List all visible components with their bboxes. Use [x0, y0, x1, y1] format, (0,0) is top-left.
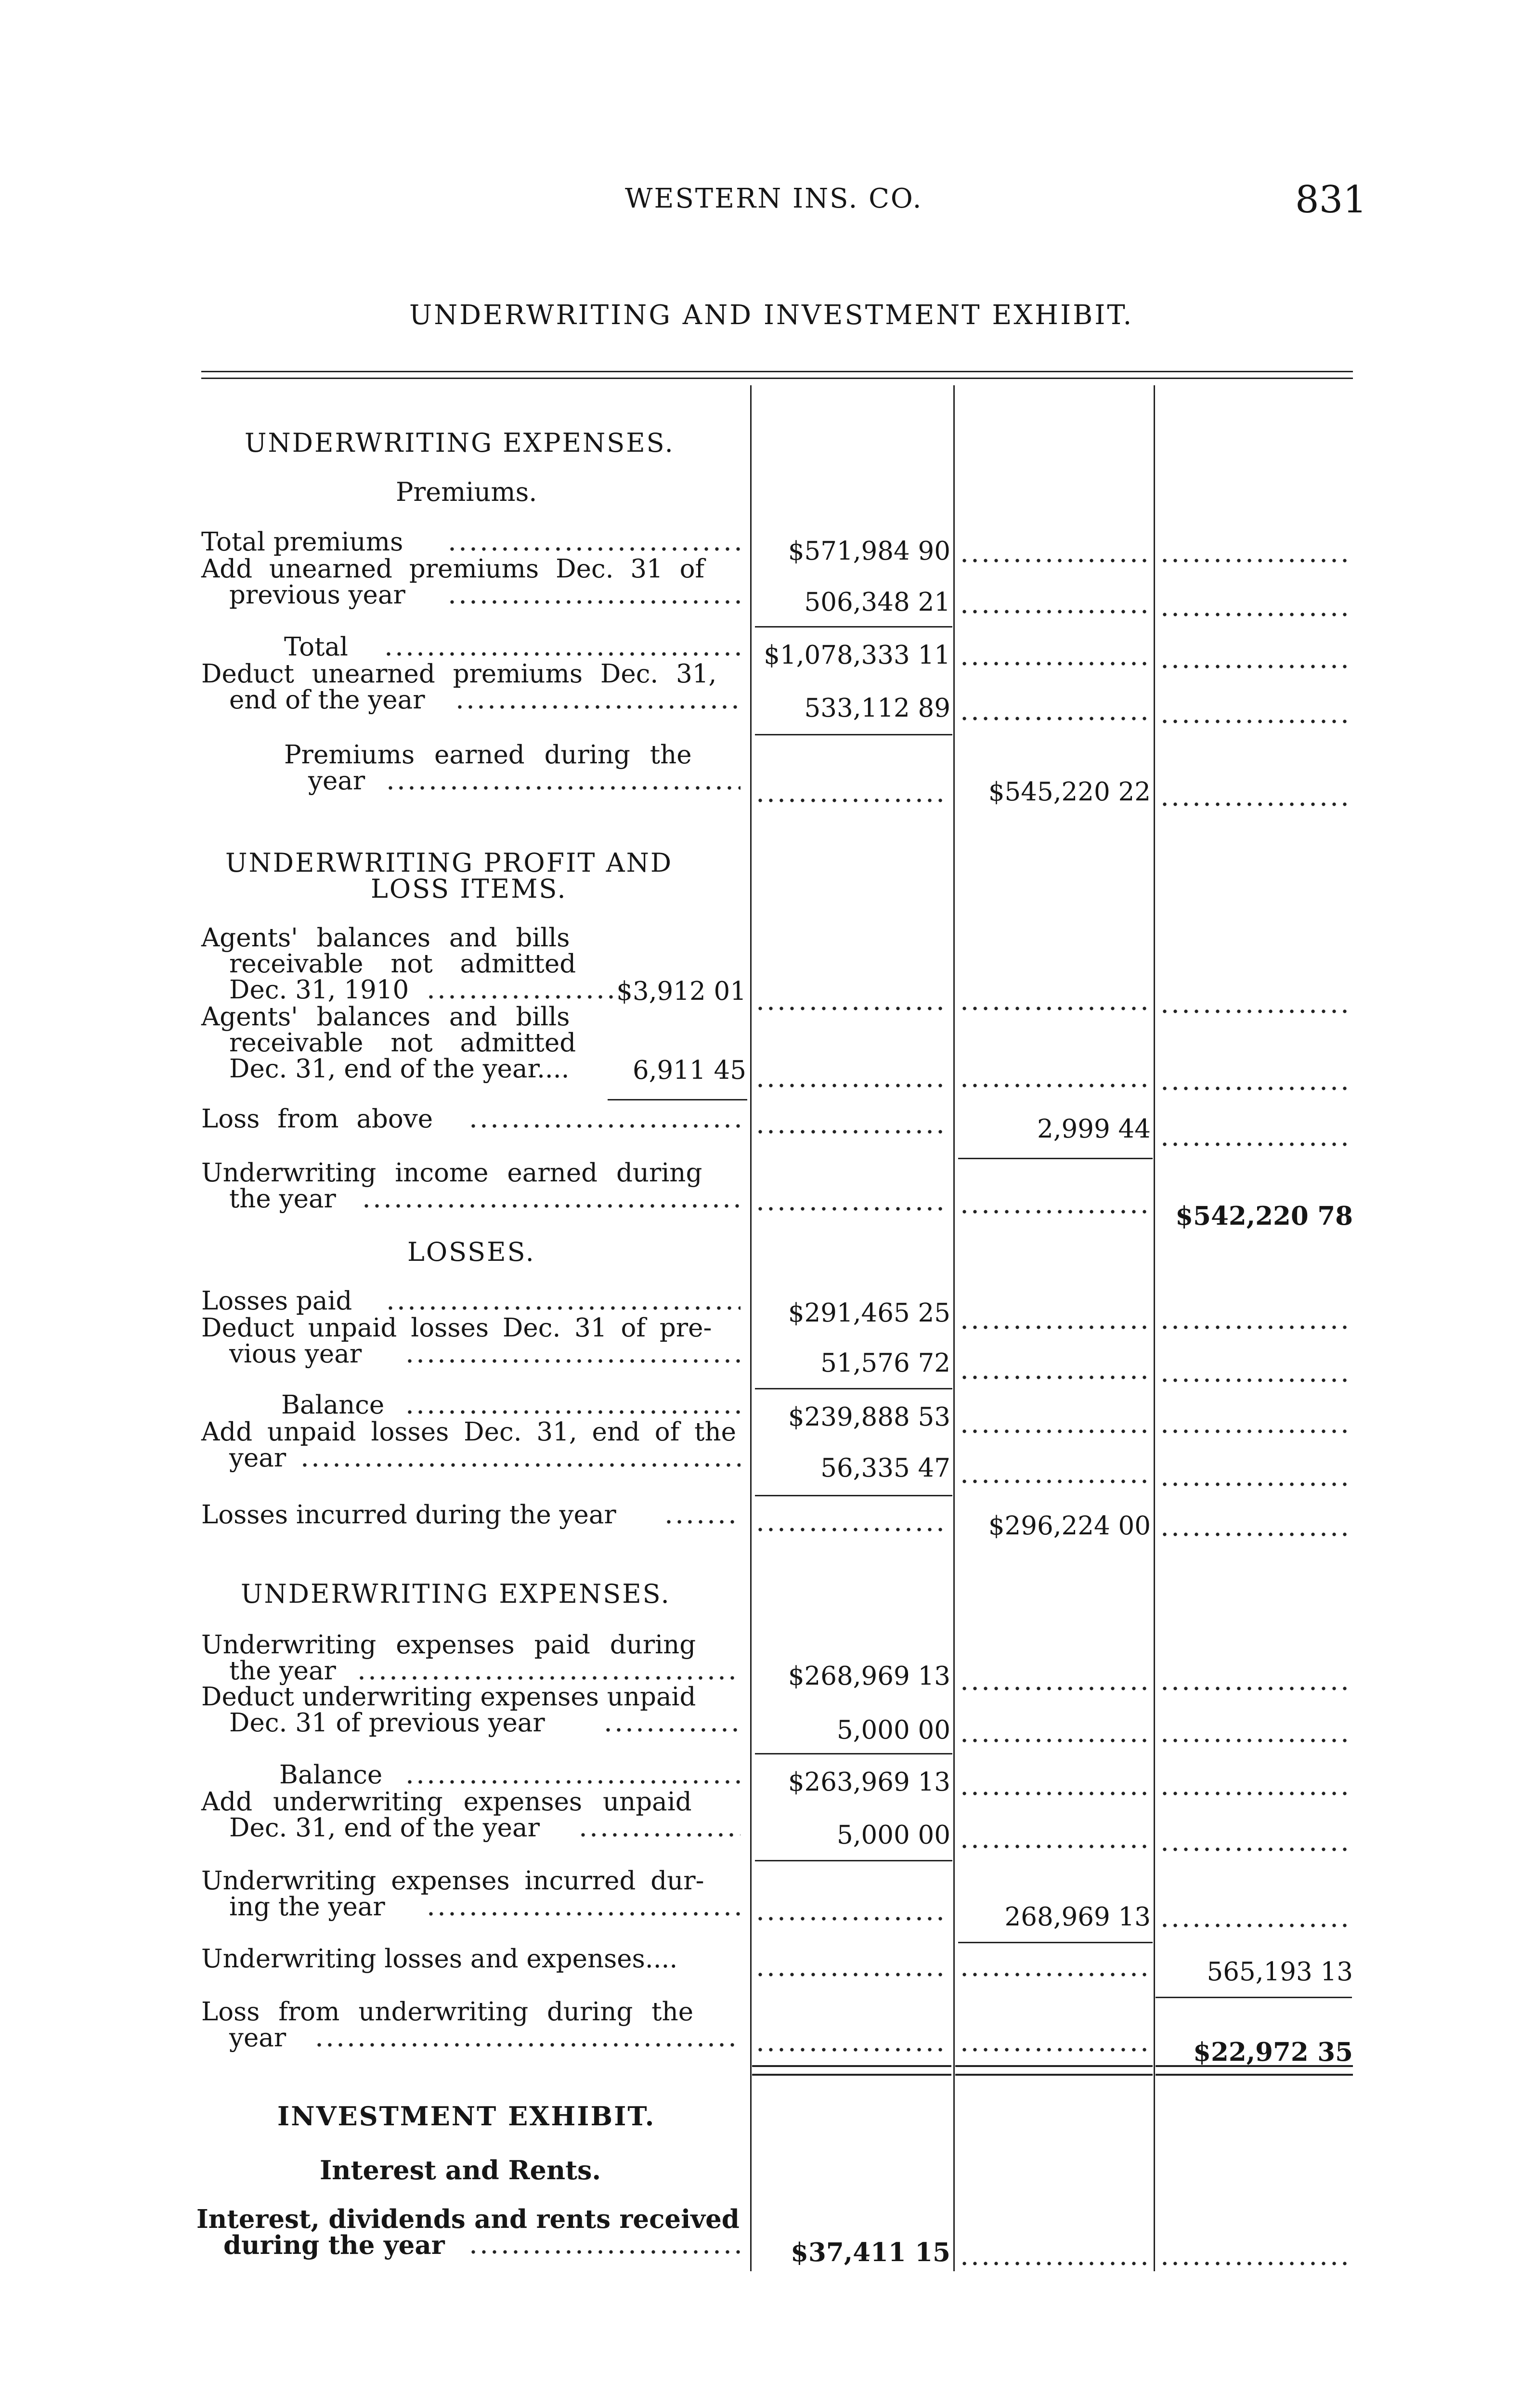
- row-label: Deduct underwriting expenses unpaid: [201, 1682, 696, 1712]
- leader-dots: [361, 1204, 741, 1208]
- leader-dots: [468, 2250, 741, 2254]
- row-label: Loss from above: [201, 1104, 433, 1134]
- row-label: Underwriting expenses incurred dur-: [201, 1866, 704, 1896]
- leader-dots: [1159, 665, 1353, 668]
- row-label: Losses incurred during the year: [201, 1500, 616, 1530]
- row-label: year: [308, 766, 365, 796]
- row-label: year: [229, 1443, 286, 1473]
- leader-dots: [959, 1210, 1148, 1214]
- row-label: previous year: [229, 580, 405, 610]
- section-heading: LOSS ITEMS.: [371, 874, 567, 904]
- leader-dots: [755, 1917, 948, 1921]
- row-label: Agents' balances and bills: [201, 1002, 570, 1032]
- leader-dots: [404, 1359, 741, 1363]
- row-label: year: [229, 2023, 286, 2053]
- leader-dots: [959, 1687, 1148, 1690]
- subheading-interest: Interest and Rents.: [320, 2155, 601, 2186]
- leader-dots: [455, 705, 741, 709]
- amount: $545,220 22: [988, 777, 1151, 807]
- leader-dots: [959, 1007, 1148, 1010]
- section-heading: UNDERWRITING EXPENSES.: [241, 1579, 671, 1609]
- leader-dots: [663, 1520, 741, 1524]
- leader-dots: [1159, 1325, 1353, 1329]
- row-label: vious year: [229, 1339, 362, 1369]
- section-heading: INVESTMENT EXHIBIT.: [277, 2101, 656, 2132]
- column-divider-1: [750, 385, 752, 2271]
- amount: $268,969 13: [788, 1662, 950, 1691]
- page-number: 831: [1295, 178, 1367, 222]
- amount: 56,335 47: [820, 1453, 950, 1483]
- row-label: Underwriting expenses paid during: [201, 1630, 696, 1660]
- row-label: the year: [229, 1656, 336, 1686]
- sum-rule: [755, 1860, 952, 1861]
- row-label: Premiums earned during the: [284, 740, 692, 770]
- amount: $3,912 01: [616, 977, 746, 1006]
- amount: $239,888 53: [788, 1402, 950, 1432]
- leader-dots: [1159, 1142, 1353, 1146]
- row-label: Balance: [281, 1390, 385, 1420]
- leader-dots: [356, 1676, 741, 1680]
- amount-total: $22,972 35: [1193, 2037, 1353, 2067]
- row-label: Dec. 31, end of the year: [229, 1813, 540, 1843]
- amount: 268,969 13: [1004, 1902, 1151, 1932]
- leader-dots: [1159, 1429, 1353, 1433]
- leader-dots: [426, 995, 614, 999]
- row-label: during the year: [223, 2230, 445, 2260]
- row-label: Dec. 31, end of the year....: [229, 1054, 570, 1084]
- amount: 6,911 45: [632, 1056, 746, 1085]
- amount: $291,465 25: [788, 1298, 950, 1328]
- section-heading: UNDERWRITING PROFIT AND: [225, 848, 673, 878]
- leader-dots: [299, 1463, 741, 1467]
- leader-dots: [959, 1325, 1148, 1329]
- row-label: receivable not admitted: [229, 949, 576, 979]
- amount: 565,193 13: [1207, 1957, 1353, 1987]
- double-rule: [1156, 2065, 1353, 2076]
- sum-rule: [755, 734, 952, 735]
- leader-dots: [1159, 1009, 1353, 1013]
- row-label: Deduct unpaid losses Dec. 31 of pre-: [201, 1313, 712, 1343]
- row-label: end of the year: [229, 685, 425, 715]
- top-rule-double: [201, 378, 1353, 379]
- leader-dots: [959, 2262, 1148, 2265]
- leader-dots: [1159, 1378, 1353, 1382]
- leader-dots: [755, 1007, 948, 1010]
- row-label: ing the year: [229, 1892, 385, 1922]
- leader-dots: [1159, 1482, 1353, 1486]
- leader-dots: [404, 1410, 741, 1414]
- column-divider-2: [953, 385, 955, 2271]
- sum-rule: [958, 1158, 1153, 1159]
- leader-dots: [1159, 1086, 1353, 1090]
- leader-dots: [755, 1084, 948, 1087]
- leader-dots: [959, 1792, 1148, 1795]
- double-rule: [752, 2065, 951, 2076]
- leader-dots: [755, 1207, 948, 1211]
- amount: 5,000 00: [836, 1715, 950, 1745]
- amount: 51,576 72: [820, 1348, 950, 1378]
- row-label: Dec. 31 of previous year: [229, 1708, 545, 1738]
- leader-dots: [404, 1780, 741, 1784]
- amount: 2,999 44: [1037, 1114, 1151, 1144]
- sum-rule: [755, 626, 952, 628]
- leader-dots: [959, 559, 1148, 563]
- leader-dots: [755, 1528, 948, 1531]
- amount: 533,112 89: [804, 694, 950, 723]
- amount: $263,969 13: [788, 1767, 950, 1797]
- amount: $571,984 90: [788, 537, 950, 566]
- leader-dots: [1159, 2262, 1353, 2265]
- leader-dots: [468, 1124, 741, 1128]
- amount: 5,000 00: [836, 1820, 950, 1850]
- row-label: Balance: [279, 1760, 383, 1790]
- leader-dots: [959, 1084, 1148, 1087]
- leader-dots: [447, 547, 741, 551]
- row-label: Total premiums: [201, 527, 403, 557]
- leader-dots: [603, 1728, 741, 1732]
- leader-dots: [426, 1912, 741, 1916]
- sum-rule: [608, 1099, 747, 1100]
- leader-dots: [1159, 1847, 1353, 1851]
- leader-dots: [959, 662, 1148, 666]
- leader-dots: [959, 2048, 1148, 2052]
- leader-dots: [755, 1973, 948, 1976]
- double-rule: [955, 2065, 1153, 2076]
- amount: $37,411 15: [791, 2238, 950, 2267]
- subheading-premiums: Premiums.: [396, 477, 537, 507]
- leader-dots: [959, 1375, 1148, 1379]
- running-head: WESTERN INS. CO.: [625, 183, 923, 214]
- leader-dots: [385, 786, 741, 790]
- leader-dots: [1159, 1792, 1353, 1795]
- leader-dots: [959, 717, 1148, 720]
- row-label: Add unpaid losses Dec. 31, end of the: [201, 1417, 736, 1447]
- leader-dots: [959, 610, 1148, 614]
- row-label: receivable not admitted: [229, 1028, 576, 1058]
- row-label: Underwriting losses and expenses....: [201, 1944, 678, 1974]
- leader-dots: [959, 1479, 1148, 1483]
- sum-rule: [755, 1388, 952, 1389]
- leader-dots: [383, 652, 741, 656]
- top-rule: [201, 371, 1353, 372]
- leader-dots: [1159, 559, 1353, 563]
- leader-dots: [959, 1429, 1148, 1433]
- row-label: Agents' balances and bills: [201, 923, 570, 953]
- leader-dots: [1159, 1739, 1353, 1742]
- column-divider-3: [1154, 385, 1155, 2271]
- row-label: Total: [284, 632, 348, 662]
- sum-rule: [755, 1753, 952, 1754]
- row-label: Interest, dividends and rents received: [196, 2204, 740, 2234]
- row-label: Underwriting income earned during: [201, 1158, 702, 1188]
- leader-dots: [755, 798, 948, 802]
- amount: $1,078,333 11: [764, 641, 950, 670]
- leader-dots: [314, 2043, 741, 2047]
- amount-total: $542,220 78: [1175, 1201, 1353, 1231]
- leader-dots: [959, 1973, 1148, 1976]
- leader-dots: [1159, 1532, 1353, 1536]
- row-label: Losses paid: [201, 1286, 352, 1316]
- leader-dots: [755, 1130, 948, 1134]
- row-label: Add unearned premiums Dec. 31 of: [201, 554, 705, 584]
- section-heading: UNDERWRITING EXPENSES.: [245, 428, 675, 458]
- leader-dots: [385, 1306, 741, 1310]
- amount: $296,224 00: [988, 1511, 1151, 1541]
- row-label: the year: [229, 1184, 336, 1214]
- amount: 506,348 21: [804, 588, 950, 617]
- row-label: Dec. 31, 1910: [229, 975, 409, 1005]
- row-label: Deduct unearned premiums Dec. 31,: [201, 659, 717, 689]
- leader-dots: [1159, 1924, 1353, 1927]
- leader-dots: [1159, 720, 1353, 723]
- sum-rule: [958, 1942, 1153, 1943]
- leader-dots: [755, 2048, 948, 2052]
- sum-rule: [755, 1495, 952, 1496]
- leader-dots: [1159, 1687, 1353, 1690]
- leader-dots: [959, 1845, 1148, 1848]
- sum-rule: [1156, 1997, 1352, 1998]
- exhibit-title: UNDERWRITING AND INVESTMENT EXHIBIT.: [409, 300, 1134, 331]
- leader-dots: [1159, 802, 1353, 806]
- leader-dots: [959, 1739, 1148, 1742]
- leader-dots: [447, 600, 741, 604]
- leader-dots: [1159, 613, 1353, 616]
- section-heading: LOSSES.: [407, 1237, 535, 1267]
- leader-dots: [578, 1833, 741, 1837]
- row-label: Loss from underwriting during the: [201, 1997, 694, 2027]
- row-label: Add underwriting expenses unpaid: [201, 1787, 692, 1817]
